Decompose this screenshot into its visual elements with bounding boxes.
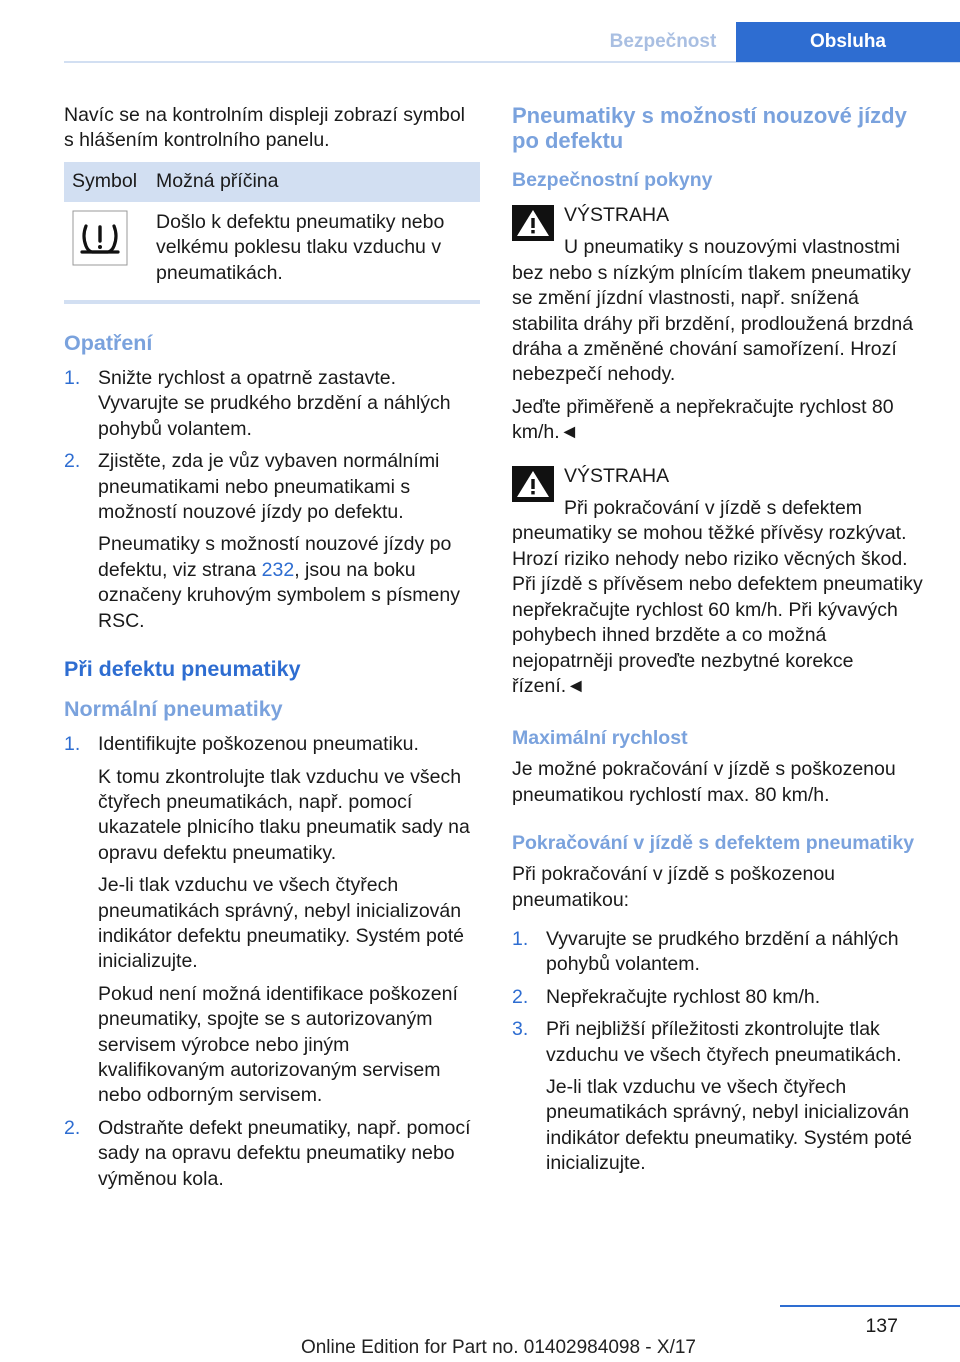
normal-tires-heading: Normální pneumatiky <box>64 697 283 722</box>
list-item <box>64 1116 480 1192</box>
safety-heading: Bezpečnostní pokyny <box>512 169 713 191</box>
list-number: 3. <box>512 1018 529 1041</box>
symbol-cell <box>64 202 148 300</box>
warning-box <box>512 203 924 446</box>
table-row <box>64 202 480 300</box>
continue-intro: Při pokračování v jízdě s poškozenou pneumatikou: <box>512 863 836 911</box>
list-text: Identifikujte poškozenou pneumatiku. <box>98 733 419 756</box>
tab-safety[interactable]: Bezpečnost <box>609 31 717 52</box>
list-text-extra: Je-li tlak vzduchu ve všech čtyřech pneumatikách správný, nebyl inicializován indikátor defektu pneumatiky. Systém poté inicializujte. <box>98 874 464 973</box>
list-text-extra: Je-li tlak vzduchu ve všech čtyřech pneumatikách správný, nebyl inicializován indikátor defektu pneumatiky. Systém poté inicializujte. <box>546 1075 912 1175</box>
continue-heading: Pokračování v jízdě s defektem pneumatiky <box>512 832 915 855</box>
list-item <box>64 366 480 442</box>
list-text-extra: Pokud není možná identifikace poškození pneumatiky, spojte se s autorizovaným servisem výrobce nebo jiným kvalifikovaným autorizovaným servisem nebo odborným servisem. <box>98 982 458 1107</box>
warning-text: Při pokračování v jízdě s defektem pneumatiky se mohou těžké přívěsy rozkývat. Hrozí riziko nehody nebo riziko věcných škod. Při jízdě s přívěsem nebo defektem pneumatiky nepřekračujte rychlost 60 km/h. Při kývavých pohybech ihned brzděte a co možná nejopatrněji proveďte nezbytné korekce řízení.◄ <box>512 497 923 697</box>
text-run: Pneumatiky s možností nouzové jízdy po defektu, viz strana <box>98 533 452 581</box>
symbol-table <box>64 162 480 300</box>
symbol-table-header <box>64 162 480 202</box>
intro-text: Navíc se na kontrolním displeji zobrazí symbol s hlášením kontrolního panelu. <box>64 104 465 152</box>
continue-steps-list <box>512 927 924 1177</box>
list-number: 1. <box>64 733 81 756</box>
list-number: 2. <box>64 1116 81 1139</box>
list-text: Odstraňte defekt pneumatiky, např. pomocí sady na opravu defektu pneumatiky nebo výměnou kola. <box>98 1116 471 1190</box>
tire-pressure-warning-icon <box>72 210 128 266</box>
list-text-extra: K tomu zkontrolujte tlak vzduchu ve všech čtyřech pneumatikách, např. pomocí ukazatele plnicího tlaku pneumatik sady na opravu defektu pneumatiky. <box>98 765 470 864</box>
list-item <box>64 449 480 634</box>
table-bottom-rule <box>64 300 480 304</box>
list-number: 2. <box>512 985 529 1008</box>
left-column <box>64 103 480 1199</box>
list-item <box>512 985 924 1010</box>
measures-list <box>64 366 480 634</box>
measures-heading: Opatření <box>64 331 153 356</box>
list-text: Snižte rychlost a opatrně zastavte. Vyvarujte se prudkého brzdění a náhlých pohybů volantem. <box>98 367 451 440</box>
list-text: Zjistěte, zda je vůz vybaven normálními pneumatikami nebo pneumatikami s možností nouzové jízdy po defektu. <box>98 450 440 524</box>
rsc-heading: Pneumatiky s možností nouzové jízdy po defektu <box>512 103 907 153</box>
list-item <box>64 732 480 1109</box>
list-text: Při nejbližší příležitosti zkontrolujte tlak vzduchu ve všech čtyřech pneumatikách. <box>546 1018 902 1066</box>
col-symbol-header: Symbol <box>64 162 148 202</box>
list-number: 1. <box>64 367 81 390</box>
footer-rule <box>780 1305 960 1307</box>
col-cause-header: Možná příčina <box>148 162 480 202</box>
warning-text: U pneumatiky s nouzovými vlastnostmi bez nebo s nízkým plnícím tlakem pneumatiky se změní jízdní vlastnosti, např. snížená stabilita dráhy při brzdění, prodloužená brzdná dráha a změněné chování samořízení. Hrozí nebezpečí nehody. <box>512 236 914 386</box>
edition-text: Online Edition for Part no. 01402984098 - X/17 <box>300 1337 696 1358</box>
page-link[interactable]: 232 <box>261 558 295 581</box>
cause-cell: Došlo k defektu pneumatiky nebo velkému poklesu tlaku vzduchu v pneumatikách. <box>156 210 445 284</box>
list-number: 2. <box>64 450 81 473</box>
right-column <box>512 103 924 1184</box>
warning-text: Jeďte přiměřeně a nepřekračujte rychlost 80 km/h.◄ <box>512 395 894 444</box>
list-text: Vyvarujte se prudkého brzdění a náhlých pohybů volantem. <box>546 927 899 976</box>
warning-box <box>512 464 924 700</box>
list-number: 1. <box>512 927 529 950</box>
list-item <box>512 1017 924 1176</box>
warning-title: VÝSTRAHA <box>564 204 670 226</box>
tab-operation[interactable]: Obsluha <box>736 22 960 62</box>
defect-heading: Při defektu pneumatiky <box>64 657 301 682</box>
page-number: 137 <box>865 1315 898 1337</box>
list-text: Nepřekračujte rychlost 80 km/h. <box>546 985 821 1008</box>
list-text-extra <box>98 532 480 634</box>
text-run: , jsou na boku označeny kruhovým symbolem s písmeny RSC. <box>98 558 460 632</box>
warning-title: VÝSTRAHA <box>564 464 670 487</box>
normal-steps-list <box>64 732 480 1192</box>
max-speed-text: Je možné pokračování v jízdě s poškozenou pneumatikou rychlostí max. 80 km/h. <box>512 758 896 806</box>
warning-triangle-icon <box>512 205 554 241</box>
warning-triangle-icon <box>512 466 554 502</box>
max-speed-heading: Maximální rychlost <box>512 727 688 750</box>
list-item <box>512 927 924 978</box>
